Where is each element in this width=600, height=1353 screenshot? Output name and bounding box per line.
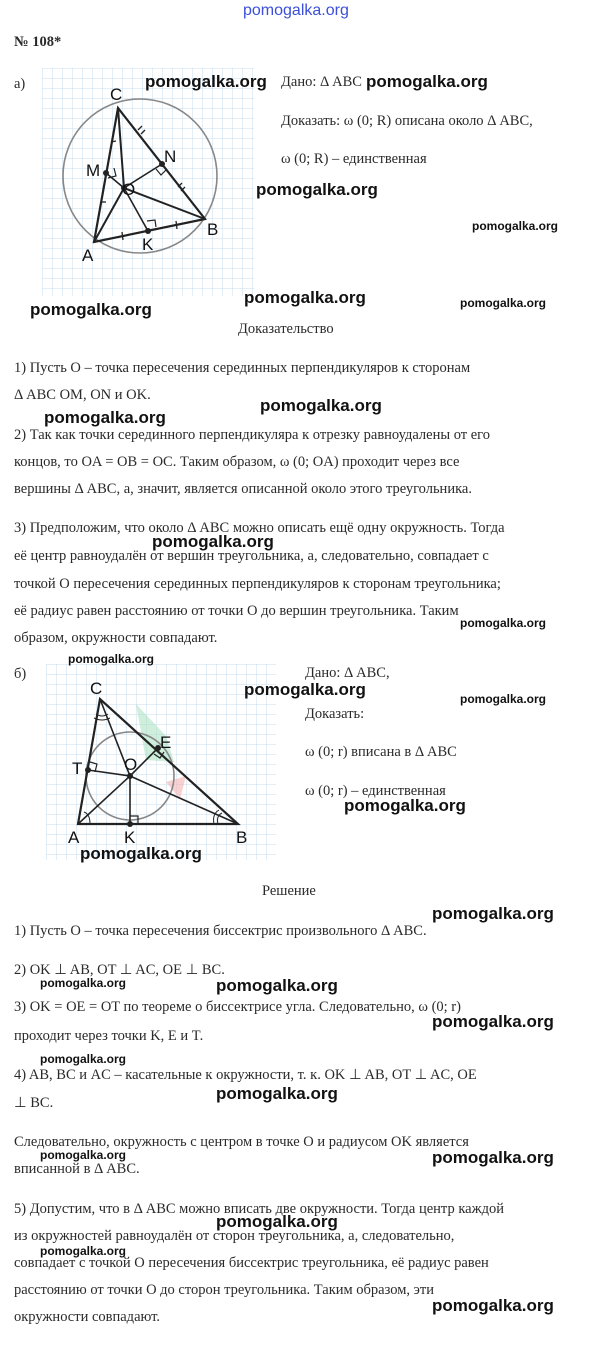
- text-line: Следовательно, окружность с центром в точке O и радиусом OK является: [14, 1134, 469, 1150]
- watermark: pomogalka.org: [460, 296, 547, 310]
- text-line: её центр равноудалён от вершин треугольника, а, следовательно, совпадает с: [14, 548, 489, 564]
- watermark: pomogalka.org: [432, 1296, 554, 1315]
- text-line: точкой O пересечения серединных перпендикуляров к сторонам треугольника;: [14, 576, 501, 592]
- watermark: pomogalka.org: [30, 300, 152, 319]
- watermark: pomogalka.org: [40, 1148, 127, 1162]
- part-b-solution-title: Решение: [262, 883, 316, 899]
- watermark: pomogalka.org: [216, 976, 338, 995]
- text-line: её радиус равен расстоянию от точки O до вершин треугольника. Таким: [14, 603, 459, 619]
- label-k: K: [142, 235, 154, 254]
- watermark: pomogalka.org: [460, 692, 547, 706]
- label-o: O: [124, 755, 138, 774]
- watermark: pomogalka.org: [260, 396, 382, 415]
- label-a: A: [82, 246, 94, 265]
- text-line: совпадает с точкой O пересечения биссектрис треугольника, её радиус равен: [14, 1255, 489, 1271]
- watermark: pomogalka.org: [432, 904, 554, 923]
- part-a-prove-1: Доказать: ω (0; R) описана около Δ ABC,: [281, 113, 533, 129]
- text-line: 5) Допустим, что в Δ ABC можно вписать две окружности. Тогда центр каждой: [14, 1201, 504, 1217]
- label-o: O: [122, 180, 136, 199]
- text-line: проходит через точки K, E и T.: [14, 1028, 204, 1044]
- watermark: pomogalka.org: [68, 652, 155, 666]
- watermark: pomogalka.org: [145, 72, 267, 91]
- text-line: окружности совпадают.: [14, 1309, 161, 1325]
- watermark: pomogalka.org: [256, 180, 378, 199]
- text-line: ⊥ BC.: [14, 1095, 54, 1111]
- watermark: pomogalka.org: [244, 288, 366, 307]
- label-a: A: [68, 828, 80, 847]
- text-line: 2) OK ⊥ AB, OT ⊥ AC, OE ⊥ BC.: [14, 962, 225, 978]
- label-b: B: [236, 828, 248, 847]
- label-c: C: [90, 679, 103, 698]
- watermark: pomogalka.org: [152, 532, 274, 551]
- watermark: pomogalka.org: [244, 680, 366, 699]
- text-line: 3) OK = OE = OT по теореме о биссектрисе угла. Следовательно, ω (0; r): [14, 999, 461, 1015]
- watermark: pomogalka.org: [40, 1244, 127, 1258]
- part-b-claim-2: ω (0; r) – единственная: [305, 783, 446, 799]
- part-a-given: Дано: Δ ABC: [281, 74, 362, 90]
- text-line: 3) Предположим, что около Δ ABC можно описать ещё одну окружность. Тогда: [14, 520, 505, 536]
- label-k: K: [124, 828, 136, 847]
- text-line: Δ ABC OM, ON и OK.: [14, 387, 151, 403]
- watermark: pomogalka.org: [460, 616, 547, 630]
- label-e: E: [160, 733, 172, 752]
- label-c: C: [110, 85, 123, 104]
- part-a-label: а): [14, 76, 26, 92]
- text-line: из окружностей равноудалён от сторон треугольника, а, следовательно,: [14, 1228, 455, 1244]
- part-a-proof-title: Доказательство: [238, 321, 334, 337]
- part-b-given: Дано: Δ ABC,: [305, 665, 390, 681]
- label-n: N: [164, 147, 177, 166]
- text-line: вписанной в Δ ABC.: [14, 1161, 140, 1177]
- problem-number: № 108*: [14, 34, 62, 50]
- text-line: 4) AB, BC и AC – касательные к окружности, т. к. OK ⊥ AB, OT ⊥ AC, OE: [14, 1067, 477, 1083]
- site-header-link[interactable]: pomogalka.org: [243, 2, 349, 19]
- watermark: pomogalka.org: [432, 1012, 554, 1031]
- watermark: pomogalka.org: [472, 219, 559, 233]
- watermark: pomogalka.org: [80, 844, 202, 863]
- watermark: pomogalka.org: [432, 1148, 554, 1167]
- part-b-claim-1: ω (0; r) вписана в Δ ABC: [305, 744, 457, 760]
- part-b-prove: Доказать:: [305, 706, 365, 722]
- text-line: 2) Так как точки серединного перпендикуляра к отрезку равноудалены от его: [14, 427, 491, 443]
- part-a-prove-2: ω (0; R) – единственная: [281, 151, 427, 167]
- watermark: pomogalka.org: [40, 1052, 127, 1066]
- part-b-label: б): [14, 666, 27, 682]
- text-line: концов, то OA = OB = OC. Таким образом, ω (0; OA) проходит через все: [14, 454, 460, 470]
- text-line: образом, окружности совпадают.: [14, 630, 218, 646]
- text-line: 1) Пусть O – точка пересечения серединных перпендикуляров к сторонам: [14, 360, 471, 376]
- label-t: T: [72, 759, 83, 778]
- watermark: pomogalka.org: [44, 408, 166, 427]
- watermark: pomogalka.org: [216, 1084, 338, 1103]
- label-m: M: [86, 161, 101, 180]
- label-b: B: [207, 220, 219, 239]
- watermark: pomogalka.org: [366, 72, 488, 91]
- figure-a-circumscribed-circle: [42, 68, 260, 300]
- watermark: pomogalka.org: [216, 1212, 338, 1231]
- text-line: расстоянию от точки O до сторон треугольника. Таким образом, эти: [14, 1282, 434, 1298]
- text-line: 1) Пусть O – точка пересечения биссектрис произвольного Δ ABC.: [14, 923, 427, 939]
- watermark: pomogalka.org: [344, 796, 466, 815]
- watermark: pomogalka.org: [40, 976, 127, 990]
- text-line: вершины Δ ABC, а, значит, является описанной около этого треугольника.: [14, 481, 472, 497]
